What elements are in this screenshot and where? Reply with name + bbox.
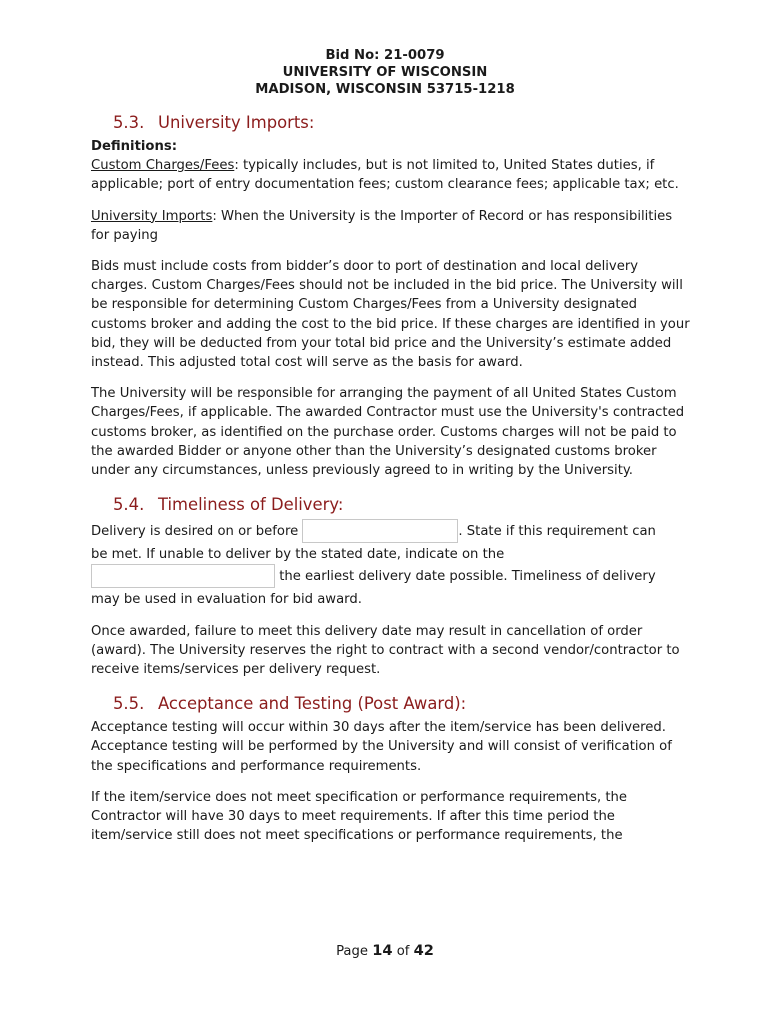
university-imports-term: University Imports xyxy=(91,208,213,224)
university-address: MADISON, WISCONSIN 53715-1218 xyxy=(255,82,515,97)
delivery-line-3-text: the earliest delivery date possible. Timeliness of delivery xyxy=(275,569,656,585)
acceptance-paragraph-2: If the item/service does not meet specification or performance requirements, the Contractor will have 30 days to meet requirements. If after this time period the item/service still does not meet specifications or performance requirements, the xyxy=(91,789,628,844)
custom-charges-definition xyxy=(91,156,691,194)
section-5-5-heading xyxy=(113,693,691,715)
of-word: of xyxy=(392,944,414,959)
section-5-4-number: 5.4. xyxy=(113,495,145,515)
section-5-4-heading xyxy=(113,494,691,516)
imports-paragraph-2: The University will be responsible for arranging the payment of all United States Custom Charges/Fees, if applicable. The awarded Contractor must use the University's contracted customs broker, as identified on the purchase order. Customs charges will not be paid to the awarded Bidder or anyone other than the University’s designated customs broker under any circumstances, unless previously agreed to in writing by the University. xyxy=(91,386,685,479)
bid-number: Bid No: 21-0079 xyxy=(325,48,445,63)
custom-charges-text: : typically includes, but is not limited to, United States duties, if applicable; port of entry documentation fees; custom clearance fees; applicable tax; etc. xyxy=(91,158,679,193)
page-word: Page xyxy=(336,944,373,959)
section-5-5-title: Acceptance and Testing (Post Award): xyxy=(158,694,467,714)
section-5-3-number: 5.3. xyxy=(113,113,145,132)
delivery-line-1-start: Delivery is desired on or before xyxy=(91,524,303,540)
definitions-label: Definitions: xyxy=(91,139,177,154)
delivery-paragraph: Once awarded, failure to meet this delivery date may result in cancellation of order (award). The University reserves the right to contract with a second vendor/contractor to receive items/services per delivery request. xyxy=(91,623,680,678)
page-total: 42 xyxy=(413,942,434,959)
section-5-3-title: University Imports: xyxy=(158,113,315,132)
section-5-5-number: 5.5. xyxy=(113,694,145,714)
acceptance-paragraph-1: Acceptance testing will occur within 30 days after the item/service has been delivered. Acceptance testing will be performed by the University and will consist of verification of the specifications and performance requirements. xyxy=(91,720,672,774)
delivery-date-field[interactable] xyxy=(302,519,458,543)
delivery-line-2: be met. If unable to deliver by the stated date, indicate on the xyxy=(91,547,505,563)
delivery-line-1-end: . State if this requirement can xyxy=(458,524,656,540)
section-5-3-heading xyxy=(113,112,691,134)
delivery-line-3 xyxy=(91,564,691,590)
university-imports-definition xyxy=(91,207,691,245)
page-footer xyxy=(0,942,770,959)
university-imports-text: : When the University is the Importer of Record or has responsibilities for paying xyxy=(91,208,673,243)
document-header xyxy=(0,47,770,98)
earliest-delivery-field[interactable] xyxy=(91,564,275,588)
imports-paragraph-1: Bids must include costs from bidder’s door to port of destination and local delivery charges. Custom Charges/Fees should not be included in the bid price. The University will be responsible for determining Custom Charges/Fees from a University designated customs broker and adding the cost to the bid price. If these charges are identified in your bid, they will be deducted from your total bid price and the University’s estimate added instead. This adjusted total cost will serve as the basis for award. xyxy=(91,259,690,371)
document-body xyxy=(91,112,691,845)
delivery-line-4: may be used in evaluation for bid award. xyxy=(91,592,362,608)
page-number: 14 xyxy=(372,942,393,959)
custom-charges-term: Custom Charges/Fees xyxy=(91,158,235,174)
university-name: UNIVERSITY OF WISCONSIN xyxy=(282,65,488,80)
delivery-line-1 xyxy=(91,519,691,545)
section-5-4-title: Timeliness of Delivery: xyxy=(158,495,344,515)
